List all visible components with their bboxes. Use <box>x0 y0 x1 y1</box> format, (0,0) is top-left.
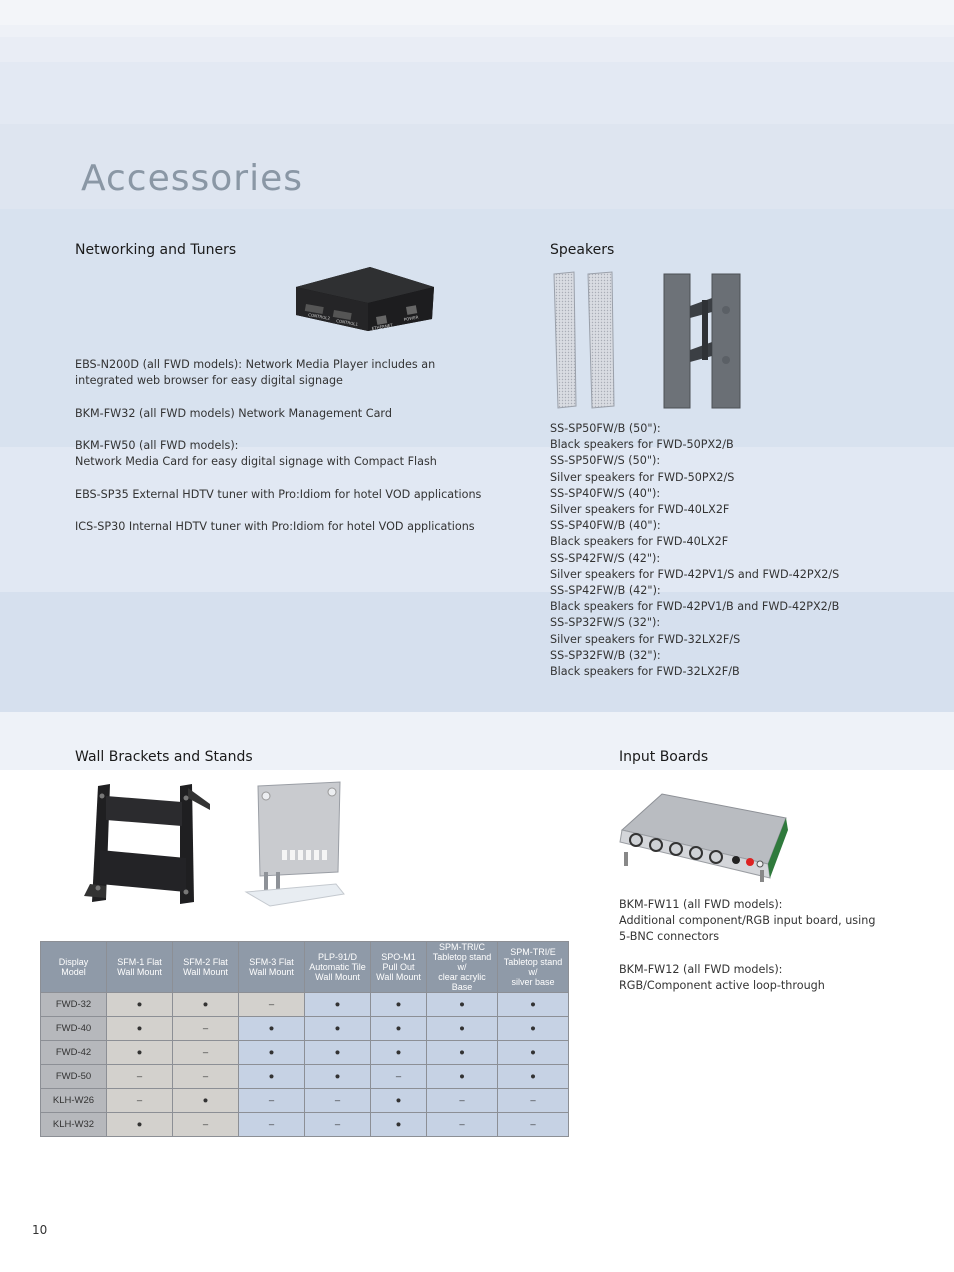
compat-cell: ● <box>427 1065 498 1089</box>
column-header: Display Model <box>41 942 107 993</box>
compat-cell: ● <box>427 1017 498 1041</box>
device-label: POWER <box>403 314 419 322</box>
compat-cell: ● <box>498 1017 569 1041</box>
networking-list <box>75 357 481 551</box>
networking-item: BKM-FW32 (all FWD models) Network Management Card <box>75 406 392 420</box>
compat-cell: – <box>371 1065 427 1089</box>
compat-cell: ● <box>371 1113 427 1137</box>
table-row <box>41 993 569 1017</box>
compat-cell: ● <box>371 993 427 1017</box>
compat-cell: ● <box>427 993 498 1017</box>
networking-heading: Networking and Tuners <box>75 242 237 258</box>
compat-cell: ● <box>305 1065 371 1089</box>
model-cell: FWD-32 <box>41 993 107 1017</box>
speaker-line: Black speakers for FWD-32LX2F/B <box>550 665 740 679</box>
speaker-line: Silver speakers for FWD-50PX2/S <box>550 470 735 484</box>
speaker-line: Black speakers for FWD-40LX2F <box>550 535 729 549</box>
speaker-line: SS-SP42FW/S (42"): <box>550 551 661 565</box>
column-header: PLP-91/D Automatic Tile Wall Mount <box>305 942 371 993</box>
speaker-line: Silver speakers for FWD-40LX2F <box>550 503 730 517</box>
background-band <box>0 0 954 25</box>
speaker-line: SS-SP50FW/B (50"): <box>550 422 661 435</box>
compat-cell: ● <box>107 1041 173 1065</box>
compat-cell: – <box>173 1017 239 1041</box>
compat-cell: ● <box>107 993 173 1017</box>
speakers-heading: Speakers <box>550 242 615 258</box>
background-band <box>0 62 954 124</box>
column-header: SPM-TRI/E Tabletop stand w/ silver base <box>498 942 569 993</box>
column-header: SFM-3 Flat Wall Mount <box>239 942 305 993</box>
networking-item: EBS-N200D (all FWD models): Network Media Player includes an integrated web browser for easy digital signage <box>75 358 436 388</box>
input-boards-heading: Input Boards <box>619 749 709 765</box>
table-row <box>41 1017 569 1041</box>
networking-item: ICS-SP30 Internal HDTV tuner with Pro:Idiom for hotel VOD applications <box>75 519 475 533</box>
speakers-image <box>552 270 744 412</box>
compat-cell: – <box>427 1089 498 1113</box>
compat-cell: – <box>239 993 305 1017</box>
background-band <box>0 37 954 62</box>
table-row <box>41 1113 569 1137</box>
speaker-line: SS-SP42FW/B (42"): <box>550 584 661 598</box>
compat-cell: – <box>173 1113 239 1137</box>
compat-cell: – <box>305 1113 371 1137</box>
compat-cell: – <box>107 1089 173 1113</box>
model-cell: KLH-W32 <box>41 1113 107 1137</box>
column-header: SFM-2 Flat Wall Mount <box>173 942 239 993</box>
network-media-player-image <box>292 263 438 333</box>
compat-cell: ● <box>371 1089 427 1113</box>
compat-cell: – <box>173 1041 239 1065</box>
model-cell: FWD-50 <box>41 1065 107 1089</box>
column-header: SFM-1 Flat Wall Mount <box>107 942 173 993</box>
compat-cell: ● <box>239 1065 305 1089</box>
input-board-item: BKM-FW12 (all FWD models): RGB/Component active loop-through <box>619 962 825 992</box>
compat-cell: ● <box>239 1041 305 1065</box>
compat-cell: – <box>305 1089 371 1113</box>
table-header-row <box>41 942 569 993</box>
compat-cell: ● <box>107 1017 173 1041</box>
model-cell: KLH-W26 <box>41 1089 107 1113</box>
speaker-line: SS-SP40FW/S (40"): <box>550 486 661 500</box>
compat-cell: – <box>498 1089 569 1113</box>
compat-cell: ● <box>305 1041 371 1065</box>
speaker-line: Black speakers for FWD-50PX2/B <box>550 438 734 452</box>
compat-cell: – <box>239 1089 305 1113</box>
model-cell: FWD-42 <box>41 1041 107 1065</box>
compat-cell: ● <box>498 993 569 1017</box>
table-row <box>41 1065 569 1089</box>
compat-cell: – <box>498 1113 569 1137</box>
wall-mount-compatibility-table <box>40 941 569 1137</box>
column-header: SPO-M1 Pull Out Wall Mount <box>371 942 427 993</box>
input-board-item: BKM-FW11 (all FWD models): Additional component/RGB input board, using 5-BNC connectors <box>619 898 876 944</box>
input-boards-list <box>619 897 875 1010</box>
networking-item: EBS-SP35 External HDTV tuner with Pro:Idiom for hotel VOD applications <box>75 487 482 501</box>
page-title: Accessories <box>81 158 303 199</box>
compat-cell: ● <box>305 1017 371 1041</box>
compat-cell: – <box>427 1113 498 1137</box>
device-label: CONTROL1 <box>335 318 359 327</box>
background-band <box>0 25 954 37</box>
device-label: CONTROL2 <box>307 312 331 321</box>
column-header: SPM-TRI/C Tabletop stand w/ clear acrylic Base <box>427 942 498 993</box>
table-row <box>41 1089 569 1113</box>
compat-cell: – <box>173 1065 239 1089</box>
tabletop-stand-image <box>240 780 348 910</box>
page-number: 10 <box>32 1223 48 1237</box>
model-cell: FWD-40 <box>41 1017 107 1041</box>
compat-cell: ● <box>173 1089 239 1113</box>
compat-cell: ● <box>371 1017 427 1041</box>
compat-cell: ● <box>107 1113 173 1137</box>
speaker-line: SS-SP32FW/S (32"): <box>550 616 661 630</box>
device-label: ETHERNET <box>371 322 394 331</box>
input-board-image <box>618 790 790 885</box>
compat-cell: ● <box>427 1041 498 1065</box>
compat-cell: ● <box>239 1017 305 1041</box>
compat-cell: ● <box>498 1065 569 1089</box>
compat-cell: – <box>107 1065 173 1089</box>
wall-bracket-image <box>76 780 214 908</box>
networking-item: BKM-FW50 (all FWD models): Network Media Card for easy digital signage with Compact Flash <box>75 438 437 469</box>
compat-cell: ● <box>371 1041 427 1065</box>
speaker-line: Black speakers for FWD-42PV1/B and FWD-42PX2/B <box>550 600 840 614</box>
speaker-line: SS-SP32FW/B (32"): <box>550 648 661 662</box>
compat-cell: – <box>239 1113 305 1137</box>
compat-cell: ● <box>173 993 239 1017</box>
speaker-line: SS-SP50FW/S (50"): <box>550 454 661 468</box>
compat-cell: ● <box>498 1041 569 1065</box>
speaker-line: SS-SP40FW/B (40"): <box>550 519 661 533</box>
speaker-line: Silver speakers for FWD-32LX2F/S <box>550 632 741 646</box>
table-row <box>41 1041 569 1065</box>
speaker-line: Silver speakers for FWD-42PV1/S and FWD-42PX2/S <box>550 567 840 581</box>
compat-cell: ● <box>305 993 371 1017</box>
wall-brackets-heading: Wall Brackets and Stands <box>75 749 253 765</box>
speakers-list <box>550 421 839 680</box>
